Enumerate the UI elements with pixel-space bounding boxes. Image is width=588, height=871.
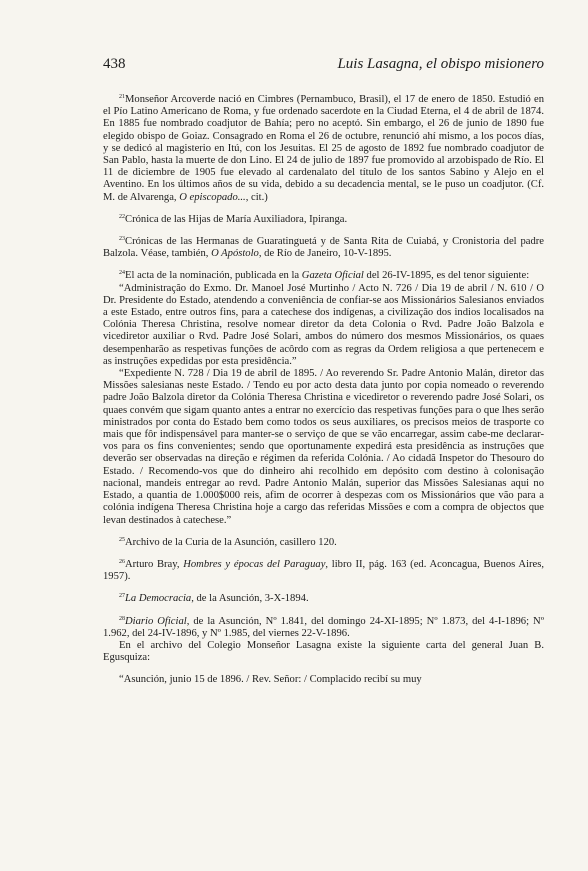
italic-citation: Hombres y épocas del Paraguay [183,558,326,570]
footnote-22 [103,214,544,226]
text-run: , de la Asunción, Nº 1.841, del domingo 24-XI-1895; Nº 1.873, del 4-I-1896; Nº 1.962, del 24-IV-1896, y Nº 1.985, del viernes 22-V-1896. [103,615,544,639]
text-run: “Administração do Exmo. Dr. Manoel José Murtinho / Acto N. 726 / Dia 19 de abril / N. 610 / O Dr. Presidente do Estado, atendendo a conveniência de confiar-se aos Missionários Salesianos enviados a este Estado, entre outros fins, para a catechese dos indígenas, a civilização dos indios localisados na Colónia Theresa Christina, resolve nomear diretor da deta Colonia o Rvd. Padre João Balzola e vicediretor auxiliar o Rvd. Padre José Solari, ambos do número dos mesmos Missionários, os quaes desempenharão as respetivas funções de acôrdo com as regras da Ordem religiosa a que pertenecem e as instruções expedidas por esta presidência.” [103,282,544,367]
footnote-27 [103,593,544,605]
text-run: Archivo de la Curia de la Asunción, casillero 120. [125,536,337,548]
italic-citation: La Democracia [125,593,192,605]
italic-citation: O episcopado... [179,191,246,203]
footnote-number: 24 [119,270,125,277]
text-run: Crónicas de las Hermanas de Guaratinguetá y de Santa Rita de Cuiabá, y Cronistoria del padre Balzola. Véase, también, [103,236,544,260]
footnote-26 [103,559,544,583]
footnote-21 [103,94,544,204]
quoted-paragraph [103,283,544,368]
text-run: , de la Asunción, 3-X-1894. [191,593,309,605]
italic-citation: O Apóstolo [211,248,259,260]
text-run: , cit.) [245,191,268,203]
text-run: del 26-IV-1895, es del tenor siguiente: [363,270,530,282]
footnote-25 [103,537,544,549]
footnotes-block-1 [103,94,544,283]
text-run: , libro II, pág. 163 (ed. Aconcagua, Buenos Aires, 1957). [103,558,545,583]
quoted-paragraph [103,368,544,527]
body-paragraph: “Asunción, junio 15 de 1896. / Rev. Señor: / Complacido recibí su muy [119,674,422,686]
footnote-23 [103,236,544,260]
body-paragraph: En el archivo del Colegio Monseñor Lasagna existe la siguiente carta del general Juan B. Egusquiza: [103,639,544,664]
footnote-number: 28 [119,615,125,622]
page-number: 438 [103,56,126,72]
quoted-documents [103,283,544,527]
text-run: Arturo Bray, [125,558,184,570]
footnote-number: 27 [119,593,125,600]
footnote-number: 21 [119,94,125,100]
closing-text [103,640,544,687]
page-header [103,56,544,76]
text-run: , de Río de Janeiro, 10-V-1895. [258,248,392,260]
footnote-number: 26 [119,558,125,565]
footnote-28 [103,616,544,640]
text-run: Crónica de las Hijas de María Auxiliadora, Ipiranga. [125,213,348,225]
page-body [103,94,544,687]
text-run: El acta de la nominación, publicada en la [125,270,302,282]
italic-citation: Diario Oficial [125,615,187,627]
text-run: Monseñor Arcoverde nació en Cimbres (Pernambuco, Brasil), el 17 de enero de 1850. Estudió en el Pío Latino Americano de Roma, y fue ordenado sacerdote en la Ciudad Eterna, el 4 de abril de 1874. En 1885 fue nombrado coadjutor de Bahía; pero no aceptó. Sin embargo, el 26 de junio de 1890 fue elegido obispo de Goiaz. Consagrado en Roma el 26 de octubre, renunció ahí mismo, a los pocos días, y se dedicó al magisterio en Itú, con los Jesuitas. El 25 de agosto de 1892 fue nombrado coadjutor de San Pablo, hasta la muerte de don Lino. El 24 de julio de 1897 fue promovido al arzobispado de Río. El 11 de diciembre de 1905 fue elevado al cardenalato del título de los santos Sabino y Alejo en el Aventino. En los últimos años de su vida, debido a su decadencia mental, se le puso un coadjutor. (Cf. M. de Alvarenga, [103,94,544,203]
footnote-number: 23 [119,236,125,243]
footnote-number: 25 [119,536,125,543]
text-run: “Expediente N. 728 / Dia 19 de abril de 1895. / Ao reverendo Sr. Padre Antonio Malán, diretor das Missões salesianas neste Estado. / Tendo eu por acto desta data junto por copia nomeado o reverendo padre João Balzola diretor da Colónia Theresa Christina e vicediretor o reverendo padre José Solari, os quaes convém que sigam quanto antes a entrar no exercício das respetivas funções para o que lhes serão ministrados por conta do Estado bem como todos os seus auxiliares, os precisos meios de trasporte co mais que fôr indispensável para manter-se o serviço de que se vão encarregar, assim cabe-me declarar-vos para os fins convenientes; sendo que oportunamente expedirá esta presidência as instruções que deverão ser observadas na direção e régimen da referida Colónia. / Ao cidadã Inspetor do Thesouro do Estado. / Recomendo-vos que do dinheiro ahi recolhido em depósito com destino à colonisação nacional, mandeis entregar ao revd. Padre Antonio Malán, superior das Missões Salesianas aqui no Estado, a quantia de 1.000$000 reis, afim de ocorrer à despezas com os Missionários que vão para a colónia indígena Theresa Christina hoje a cargo das referidas Missões e com a compra de objectos que levan destinados à catechese.” [103,368,544,526]
running-title: Luis Lasagna, el obispo misionero [337,56,544,72]
footnote-24 [103,270,544,282]
footnotes-block-2 [103,537,544,640]
italic-citation: Gazeta Oficial [301,270,364,282]
footnote-number: 22 [119,213,125,220]
